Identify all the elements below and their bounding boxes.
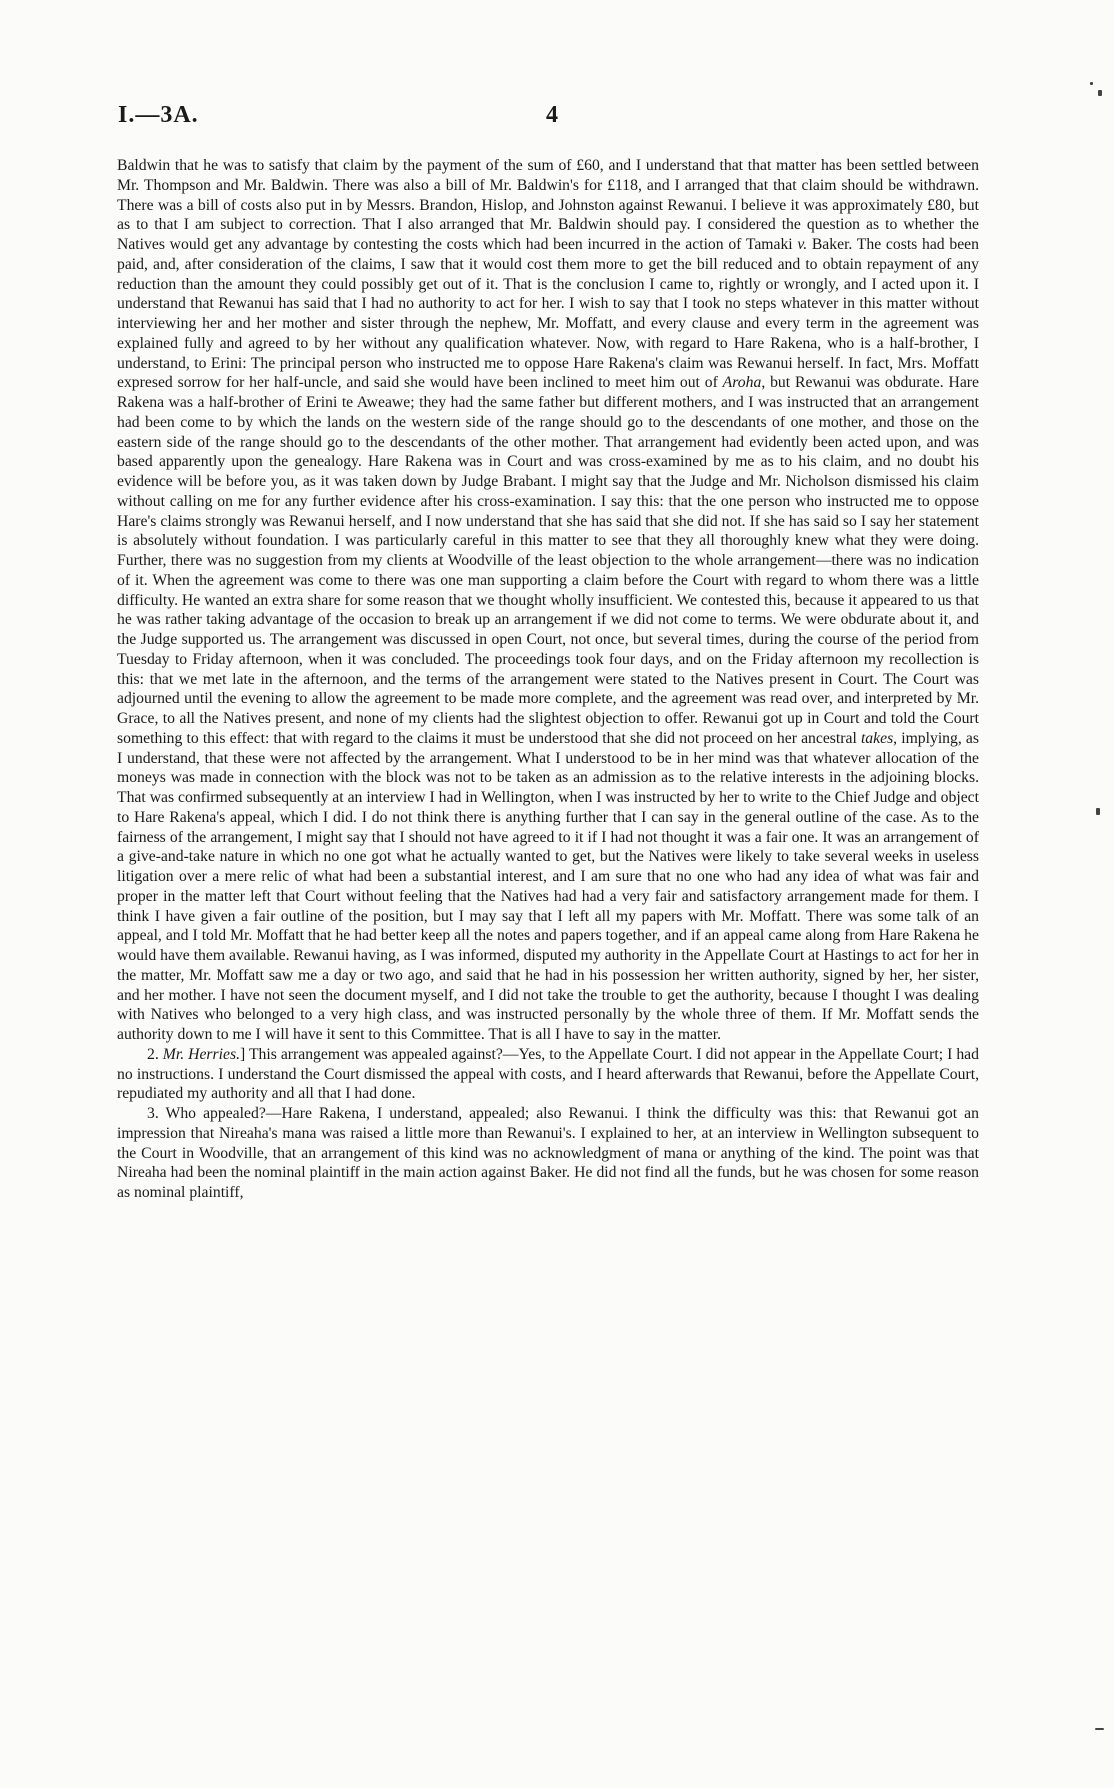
italic-text: Aroha — [722, 374, 762, 392]
italic-text: Mr. Herries. — [162, 1045, 240, 1063]
text-run: Baker. The costs had been paid, and, after consideration of the claims, I saw that it would cost them more to get the bill reduced and to obtain repayment of any reduction than the amount they could possibly get out of it. That is the conclusion I came to, rightly or wrongly, and I acted upon it. I understand that Rewanui has said that I had no authority to act for her. I wish to say that I took no steps whatever in this matter without interviewing her and her mother and sister through the nephew, Mr. Moffatt, and every clause and every term in the agreement was explained fully and agreed to by her without any qualification whatever. Now, with regard to Hare Rakena, who is a half-brother, I understand, to Erini: The principal person who instructed me to oppose Hare Rakena's claim was Rewanui herself. In fact, Mrs. Moffatt expresed sorrow for her half-uncle, and said she would have been inclined to meet him out of — [117, 236, 979, 392]
document-reference: I.—3A. — [118, 102, 199, 128]
page-header — [118, 102, 978, 136]
scan-mark — [1098, 90, 1102, 96]
text-run: , implying, as I understand, that these were not affected by the arrangement. What I understood to be in her mind was that whatever allocation of the moneys was made in connection with the block was not to be taken as an admission as to the relative interests in the adjoining blocks. That was confirmed subsequently at an interview I had in Wellington, when I was instructed by her to write to the Chief Judge and object to Hare Rakena's appeal, which I did. I do not think there is anything further that I can say in the general outline of the case. As to the fairness of the arrangement, I might say that I should not have agreed to it if I had not thought it was a fair one. It was an arrangement of a give-and-take nature in which no one got what he actually wanted to get, but the Natives were likely to take several weeks in useless litigation over a mere relic of what had been a substantial interest, and I am sure that no one who had any idea of what was fair and proper in the matter left that Court without feeling that the Natives had had a very fair and satisfactory arrangement made for them. I think I have given a fair outline of the position, but I may say that I left all my papers with Mr. Moffatt. There was some talk of an appeal, and I told Mr. Moffatt that he had better keep all the notes and papers together, and if an appeal came along from Hare Rakena he would have them available. Rewanui having, as I was informed, disputed my authority in the Appellate Court at Hastings to act for her in the matter, Mr. Moffatt saw me a day or two ago, and said that he had in his possession her written authority, signed by her, her sister, and her mother. I have not seen the document myself, and I did not take the trouble to get the authority, because I thought I was dealing with Natives who belonged to a very high class, and was instructed personally by the whole three of them. If Mr. Moffatt sends the authority down to me I will have it sent to this Committee. That is all I have to say in the matter. — [117, 729, 979, 1043]
italic-text: v. — [797, 236, 808, 253]
scan-mark — [1096, 808, 1100, 815]
paragraph — [117, 1045, 979, 1104]
text-run: Baldwin that he was to satisfy that claim by the payment of the sum of £60, and I understand that that matter has been settled between Mr. Thompson and Mr. Baldwin. There was also a bill of Mr. Baldwin's for £118, and I arranged that that claim should be withdrawn. There was a bill of costs also put in by Messrs. Brandon, Hislop, and Johnston against Rewanui. I believe it was approximately £80, but as to that I am subject to correction. That I also arranged that Mr. Baldwin should pay. I considered the question as to whether the Natives would get any advantage by contesting the costs which had been incurred in the action of Tamaki — [117, 157, 979, 253]
scan-mark — [1095, 1728, 1104, 1730]
italic-text: takes — [860, 729, 894, 747]
text-run: , but Rewanui was obdurate. Hare Rakena was a half-brother of Erini te Aweawe; they had the same father but different mothers, and I was instructed that an arrangement had been come to by which the lands on the western side of the range should go to the descendants of one mother, and those on the eastern side of the range should go to the descendants of the other mother. That arrangement had evidently been acted upon, and was based apparently upon the genealogy. Hare Rakena was in Court and was cross-examined by me as to his claim, and no doubt his evidence will be before you, as it was taken down by Judge Brabant. I might say that the Judge and Mr. Nicholson dismissed his claim without calling on me for any further evidence after his cross-examination. I say this: that the one person who instructed me to oppose Hare's claims strongly was Rewanui herself, and I now understand that she has said that she did not. If she has said so I say her statement is absolutely without foundation. I was particularly careful in this matter to see that they all thoroughly knew what they were doing. Further, there was no suggestion from my clients at Woodville of the least objection to the whole arrangement—there was no indication of it. When the agreement was come to there was one man supporting a claim before the Court with regard to whom there was a little difficulty. He wanted an extra share for some reason that we thought wholly insufficient. We contested this, because it appeared to us that he was rather taking advantage of the occasion to break up an arrangement if we did not come to terms. We were obdurate about it, and the Judge supported us. The arrangement was discussed in open Court, not once, but several times, during the course of the period from Tuesday to Friday afternoon, when it was concluded. The proceedings took four days, and on the Friday afternoon my recollection is this: that we met late in the afternoon, and the terms of the arrangement were stated to the Natives present in Court. The Court was adjourned until the evening to allow the agreement to be made more complete, and the agreement was read over, and interpreted by Mr. Grace, to all the Natives present, and none of my clients had the slightest objection to offer. Rewanui got up in Court and told the Court something to this effect: that with regard to the claims it must be understood that she did not proceed on her ancestral — [117, 374, 979, 747]
paragraph — [117, 156, 979, 1045]
text-run: 3. Who appealed?—Hare Rakena, I understand, appealed; also Rewanui. I think the difficulty was this: that Rewanui got an impression that Nireaha's mana was raised a little more than Rewanui's. I explained to her, at an interview in Wellington subsequent to the Court in Woodville, that an arrangement of this kind was no acknowledgment of mana or anything of the kind. The point was that Nireaha had been the nominal plaintiff in the main action against Baker. He did not find all the funds, but he was chosen for some reason as nominal plaintiff, — [117, 1105, 979, 1201]
paragraph — [117, 1104, 979, 1203]
text-run: ] This arrangement was appealed against?—Yes, to the Appellate Court. I did not appear in the Appellate Court; I had no instructions. I understand the Court dismissed the appeal with costs, and I heard afterwards that Rewanui, before the Appellate Court, repudiated my authority and all that I had done. — [117, 1045, 979, 1103]
document-body — [117, 156, 979, 1203]
page-number: 4 — [546, 102, 558, 128]
scan-mark — [1090, 82, 1093, 85]
text-run: 2. — [147, 1045, 163, 1063]
